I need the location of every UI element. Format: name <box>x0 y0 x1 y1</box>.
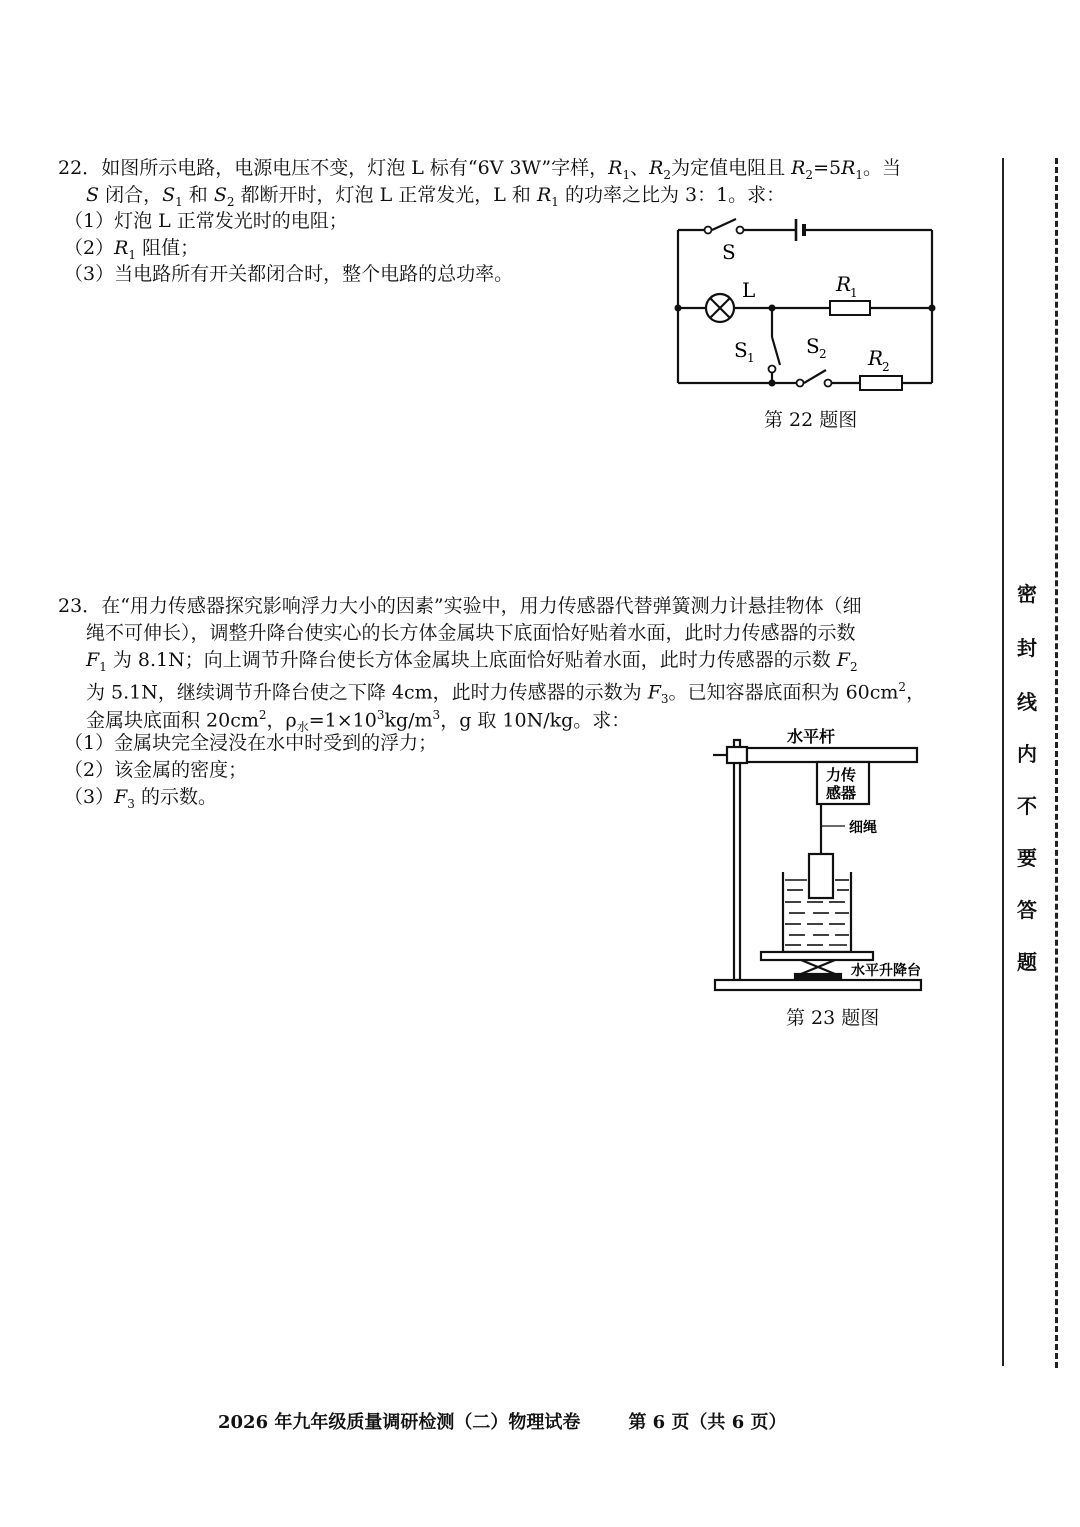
q22-sub-1: （1）灯泡 L 正常发光时的电阻； <box>64 210 348 232</box>
label-s: S <box>722 240 736 264</box>
svg-text:1: 1 <box>850 286 858 300</box>
q23-line-5: 金属块底面积 $20cm^2$，$\rho_水=1\times 10^3kg/m^3$，g 取 10N/kg。求： <box>86 708 631 735</box>
label-l: L <box>742 278 756 302</box>
seal-dashed-line <box>1055 158 1058 1368</box>
resistor-r1 <box>830 301 870 315</box>
switch-s-blade <box>712 219 736 230</box>
q22-sub-2: $(2)R_1$ 阻值； <box>64 237 200 262</box>
seal-char: 内 <box>1017 742 1037 766</box>
svg-text:2: 2 <box>882 360 890 374</box>
switch-s2-blade <box>804 370 826 383</box>
q23-line-2: 绳不可伸长），调整升降台使实心的长方体金属块下底面恰好贴着水面，此时力传感器的示数 <box>86 622 856 644</box>
svg-text:1: 1 <box>747 351 755 365</box>
lamp-icon <box>706 294 734 322</box>
stand-pole <box>734 740 740 980</box>
q23-caption: 第 23 题图 <box>786 1007 880 1029</box>
seal-char: 不 <box>1017 794 1037 818</box>
label-sensor-1: 力传 <box>826 766 857 784</box>
q22-caption: 第 22 题图 <box>764 409 858 431</box>
lever-bar <box>747 748 917 762</box>
q22-line-2: S 闭合，$S_1$ 和 $S_2$ 都断开时，灯泡 L 正常发光，L 和 $R_1$ 的功率之比为 3：1。求： <box>86 184 786 209</box>
q23-line-4: 为 5.1N，继续调节升降台使之下降 4cm，此时力传感器的示数为 $F_3$。已知容器底面积为 $60cm^2$， <box>86 680 926 707</box>
q23-sub-1: （1）金属块完全浸没在水中时受到的浮力； <box>64 732 438 754</box>
seal-char: 答 <box>1017 898 1037 922</box>
page-number: 第 6 页（共 6 页） <box>628 1412 787 1433</box>
label-s1: S <box>734 338 748 362</box>
q22-line-1: 22．如图所示电路，电源电压不变，灯泡 L 标有“6V 3W”字样，$R_1$、$R_2$为定值电阻且 $R_2=5R_1$。当 <box>58 157 902 182</box>
label-lever: 水平杆 <box>787 727 836 746</box>
label-rope: 细绳 <box>849 820 877 836</box>
label-r1: R <box>836 272 852 296</box>
seal-char: 密 <box>1017 582 1037 606</box>
lift-platform-top <box>761 952 873 960</box>
label-sensor-2: 感器 <box>826 784 857 802</box>
q23-apparatus-diagram <box>705 722 935 1000</box>
seal-char: 封 <box>1017 636 1037 660</box>
seal-solid-line <box>1002 158 1004 1366</box>
q23-line-1: 23．在“用力传感器探究影响浮力大小的因素”实验中，用力传感器代替弹簧测力计悬挂物体（细 <box>58 595 862 617</box>
label-platform: 水平升降台 <box>851 963 921 979</box>
seal-char: 线 <box>1017 690 1037 714</box>
label-s2: S <box>806 334 820 358</box>
switch-s1-blade <box>772 337 780 365</box>
q23-sub-3: $(3)F_3$ 的示数。 <box>64 786 217 811</box>
seal-char: 题 <box>1017 950 1037 974</box>
seal-char: 要 <box>1017 846 1037 870</box>
stand-base <box>715 980 921 990</box>
q23-sub-2: （2）该金属的密度； <box>64 759 248 781</box>
page-footer <box>218 1408 787 1434</box>
q23-line-3: $F_1$ 为 8.1N；向上调节升降台使长方体金属块上底面恰好贴着水面，此时力传感器的示数 $F_2$ <box>86 649 858 674</box>
metal-block <box>809 854 833 898</box>
svg-text:2: 2 <box>819 347 827 361</box>
exam-title: 2026 年九年级质量调研检测（二）物理试卷 <box>218 1412 581 1433</box>
label-r2: R <box>868 346 884 370</box>
q22-circuit-diagram <box>660 205 960 400</box>
q22-sub-3: （3）当电路所有开关都闭合时，整个电路的总功率。 <box>64 263 514 285</box>
resistor-r2 <box>860 376 902 390</box>
